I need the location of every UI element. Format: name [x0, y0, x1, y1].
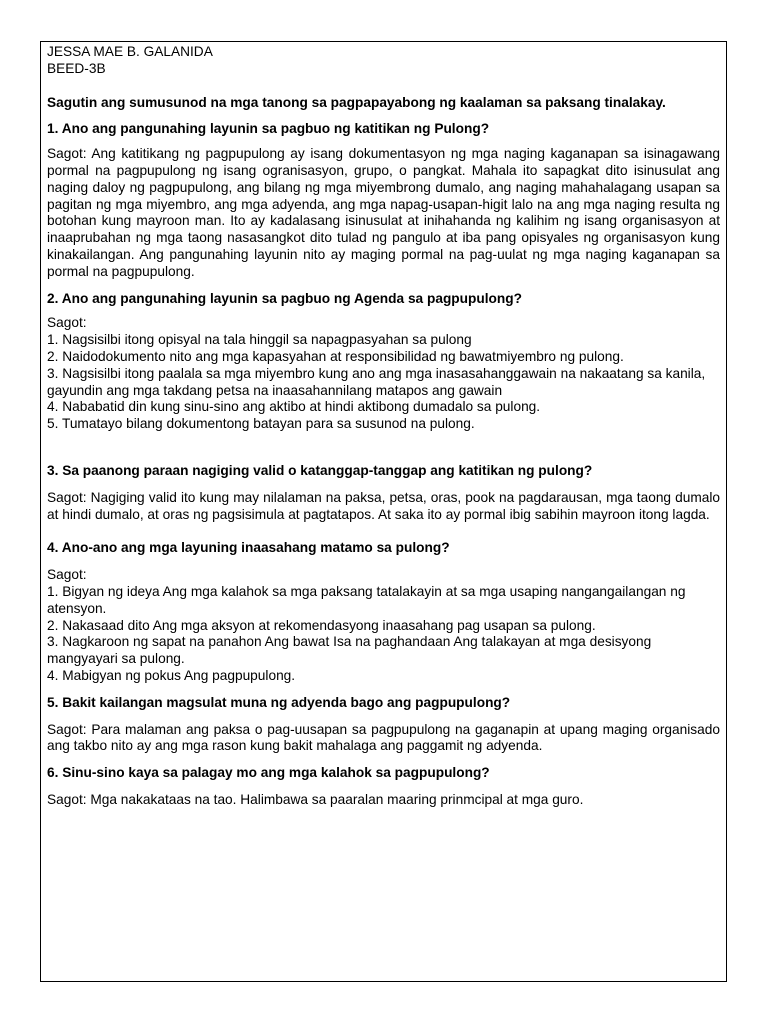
answer-5: Sagot: Para malaman ang paksa o pag-uusapan sa pagpupulong na gaganapin at upang maging organisado ang takbo nito ay ang mga rason kung bakit mahalaga ang paggamit ng adyenda.: [47, 721, 720, 754]
instructions: Sagutin ang sumusunod na mga tanong sa pagpapayabong ng kaalaman sa paksang tinalakay.: [47, 94, 666, 110]
question-3: 3. Sa paanong paraan nagiging valid o katanggap-tanggap ang katitikan ng pulong?: [47, 462, 593, 478]
answer-2-label: Sagot:: [47, 315, 87, 331]
list-item: 4. Mabigyan ng pokus Ang pagpupulong.: [47, 667, 296, 683]
student-section: BEED-3B: [47, 60, 106, 76]
answer-1: Sagot: Ang katitikang ng pagpupulong ay isang dokumentasyon ng mga naging kaganapan sa isinagawang pormal na pagpupulong ng isang ogranisasyon, grupo, o pangkat. Mahala ito sapagkat dito isinusulat ang naging daloy ng pagpupulong, ang bilang ng mga miyembrong dumalo, ang naging mahahalagang usapan sa pagitan ng mga miyembro, ang mga adyenda, ang mga napag-usapan-higit lalo na ang mga naging resulta ng botohan kung mayroon man. Ito ay kadalasang isinusulat at inihahanda ng kalihim ng isang organisasyon at inaaprubahan ng mga taong nasasangkot dito tulad ng pangulo at iba pang opisyales ng organisasyon kung kinakailangan. Ang pangunahing layunin nito ay maging pormal na pag-uulat ng mga naging kaganapan sa pormal na pagpupulong.: [47, 146, 720, 279]
list-item: 3. Nagsisilbi itong paalala sa mga miyembro kung ano ang mga inasasahanggawain na nakaatang sa kanila, gayundin ang mga takdang petsa na inaasahannilang matapos ang gawain: [47, 365, 706, 398]
question-2: 2. Ano ang pangunahing layunin sa pagbuo ng Agenda sa pagpupulong?: [47, 290, 522, 306]
list-item: 2. Naidodokumento nito ang mga kapasyahan at responsibilidad ng bawatmiyembro ng pulong.: [47, 348, 624, 364]
question-4: 4. Ano-ano ang mga layuning inaasahang matamo sa pulong?: [47, 540, 450, 556]
question-6: 6. Sinu-sino kaya sa palagay mo ang mga kalahok sa pagpupulong?: [47, 765, 490, 781]
question-5: 5. Bakit kailangan magsulat muna ng adyenda bago ang pagpupulong?: [47, 694, 511, 710]
answer-4-list: [47, 584, 720, 685]
student-name: JESSA MAE B. GALANIDA: [47, 44, 213, 59]
list-item: 5. Tumatayo bilang dokumentong batayan para sa susunod na pulong.: [47, 416, 475, 432]
list-item: 4. Nababatid din kung sinu-sino ang aktibo at hindi aktibong dumadalo sa pulong.: [47, 399, 541, 415]
answer-2-list: [47, 332, 720, 433]
list-item: 1. Nagsisilbi itong opisyal na tala hinggil sa napagpasyahan sa pulong: [47, 332, 472, 348]
list-item: 2. Nakasaad dito Ang mga aksyon at rekomendasyong inaasahang pag usapan sa pulong.: [47, 617, 596, 633]
list-item: 3. Nagkaroon ng sapat na panahon Ang bawat Isa na paghandaan Ang talakayan at mga desisyong mangyayari sa pulong.: [47, 634, 652, 667]
answer-3: Sagot: Nagiging valid ito kung may nilalaman na paksa, petsa, oras, pook na pagdarausan, mga taong dumalo at hindi dumalo, at oras ng pagsisimula at pagtatapos. At saka ito ay pormal ibig sabihin mayroon itong lagda.: [47, 489, 720, 522]
list-item: 1. Bigyan ng ideya Ang mga kalahok sa mga paksang tatalakayin at sa mga usaping nangangailangan ng atensyon.: [47, 583, 686, 616]
answer-4-label: Sagot:: [47, 567, 87, 583]
question-1: 1. Ano ang pangunahing layunin sa pagbuo ng katitikan ng Pulong?: [47, 121, 490, 137]
answer-6: Sagot: Mga nakakataas na tao. Halimbawa sa paaralan maaring prinmcipal at mga guro.: [47, 791, 584, 807]
document-page: [40, 41, 727, 982]
